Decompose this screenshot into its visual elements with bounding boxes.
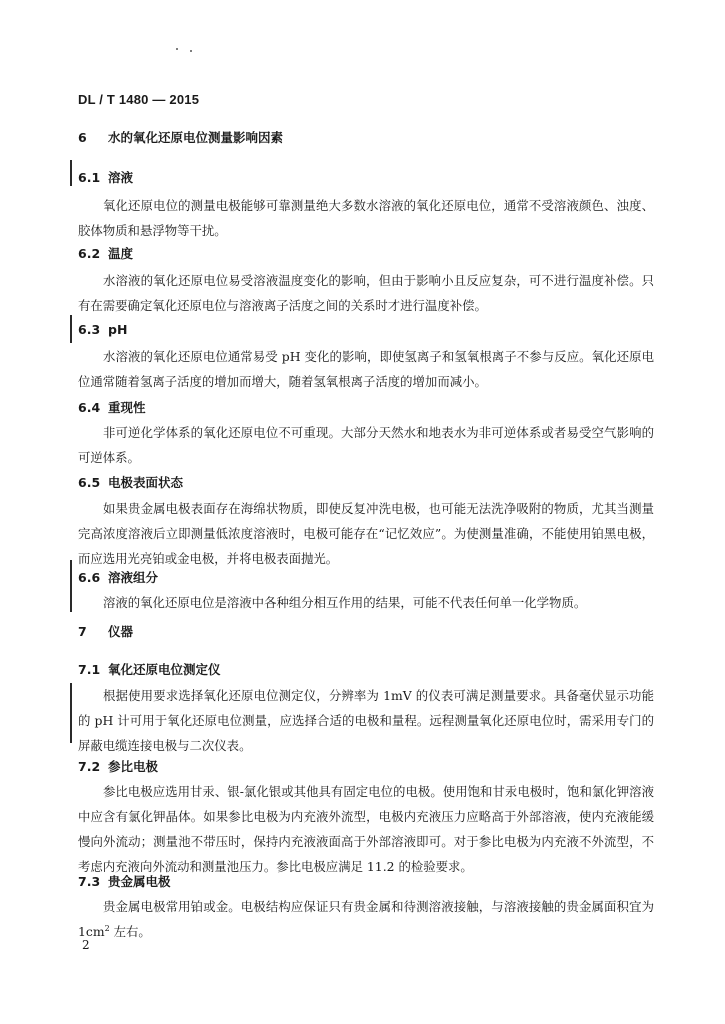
section-number: 6.1 — [78, 170, 101, 185]
section-number: 6.5 — [78, 475, 101, 490]
section-6-4-paragraph: 非可逆化学体系的氧化还原电位不可重现。大部分天然水和地表水为非可逆体系或者易受空气影响的可逆体系。 — [78, 425, 654, 465]
section-number: 7 — [78, 624, 87, 639]
section-7-3-paragraph — [78, 894, 654, 944]
section-6-3-heading — [78, 322, 127, 337]
section-6-1-heading — [78, 168, 133, 186]
section-number: 6.3 — [78, 322, 101, 337]
revision-bar — [70, 560, 72, 612]
section-7-1-paragraph: 根据使用要求选择氧化还原电位测定仪，分辨率为 1mV 的仪表可满足测量要求。具备毫伏显示功能的 pH 计可用于氧化还原电位测量，应选择合适的电极和量程。远程测量氧化还原电位时，需采用专门的屏蔽电缆连接电极与二次仪表。 — [78, 688, 654, 753]
section-title: 贵金属电极 — [108, 874, 171, 889]
page-number: 2 — [82, 938, 90, 952]
section-title: 电极表面状态 — [108, 475, 184, 490]
section-number: 6.2 — [78, 246, 101, 261]
standard-code: DL / T 1480 — 2015 — [78, 92, 200, 107]
section-title: 参比电极 — [108, 759, 159, 774]
section-7-1-heading — [78, 660, 221, 678]
section-6-4-heading — [78, 398, 146, 416]
section-6-2-paragraph: 水溶液的氧化还原电位易受溶液温度变化的影响，但由于影响小且反应复杂，可不进行温度补偿。只有在需要确定氧化还原电位与溶液离子活度之间的关系时才进行温度补偿。 — [78, 273, 654, 313]
revision-bar — [70, 315, 72, 343]
section-6-6-heading — [78, 568, 158, 586]
section-number: 6.4 — [78, 400, 101, 415]
revision-bar — [70, 683, 72, 743]
section-number: 7.2 — [78, 759, 101, 774]
paragraph-text: 贵金属电极常用铂或金。电极结构应保证只有贵金属和待测溶液接触，与溶液接触的贵金属面积宜为 1cm — [78, 899, 654, 939]
scan-speck — [176, 48, 178, 50]
section-title: 温度 — [108, 246, 134, 261]
section-6-5-heading — [78, 473, 183, 491]
section-number: 7.1 — [78, 662, 101, 677]
section-title: 氧化还原电位测定仪 — [108, 662, 221, 677]
paragraph-text: 左右。 — [109, 924, 151, 939]
section-title: pH — [108, 322, 128, 337]
section-title: 溶液组分 — [108, 570, 159, 585]
section-7-3-heading — [78, 872, 171, 890]
section-title: 溶液 — [108, 170, 134, 185]
section-7-2-heading — [78, 757, 158, 775]
scan-speck — [190, 50, 192, 52]
superscript: 2 — [104, 923, 110, 933]
section-number: 6.6 — [78, 570, 101, 585]
section-6-3-paragraph: 水溶液的氧化还原电位通常易受 pH 变化的影响，即使氢离子和氢氧根离子不参与反应。氧化还原电位通常随着氢离子活度的增加而增大，随着氢氧根离子活度的增加而减小。 — [78, 349, 654, 389]
section-6-2-heading — [78, 244, 133, 262]
section-7-2-paragraph: 参比电极应选用甘汞、银-氯化银或其他具有固定电位的电极。使用饱和甘汞电极时，饱和氯化钾溶液中应含有氯化钾晶体。如果参比电极为内充液外流型，电极内充液压力应略高于外部溶液，使内充液能缓慢向外流动；测量池不带压时，保持内充液液面高于外部溶液即可。对于参比电极为内充液不外流型，不考虑内充液向外流动和测量池压力。参比电极应满足 11.2 的检验要求。 — [78, 784, 654, 874]
section-6-heading — [78, 128, 283, 146]
section-6-6-paragraph: 溶液的氧化还原电位是溶液中各种组分相互作用的结果，可能不代表任何单一化学物质。 — [103, 595, 587, 610]
section-title: 水的氧化还原电位测量影响因素 — [108, 130, 284, 145]
section-number: 6 — [78, 130, 87, 145]
revision-bar — [70, 160, 72, 186]
section-title: 重现性 — [108, 400, 146, 415]
section-6-1-paragraph: 氧化还原电位的测量电极能够可靠测量绝大多数水溶液的氧化还原电位，通常不受溶液颜色、浊度、胶体物质和悬浮物等干扰。 — [78, 198, 654, 238]
section-title: 仪器 — [108, 624, 134, 639]
section-6-5-paragraph: 如果贵金属电极表面存在海绵状物质，即使反复冲洗电极，也可能无法洗净吸附的物质，尤其当测量完高浓度溶液后立即测量低浓度溶液时，电极可能存在“记忆效应”。为使测量准确，不能使用铂黑电极，而应选用光亮铂或金电极，并将电极表面抛光。 — [78, 501, 654, 566]
section-number: 7.3 — [78, 874, 101, 889]
section-7-heading — [78, 622, 133, 640]
